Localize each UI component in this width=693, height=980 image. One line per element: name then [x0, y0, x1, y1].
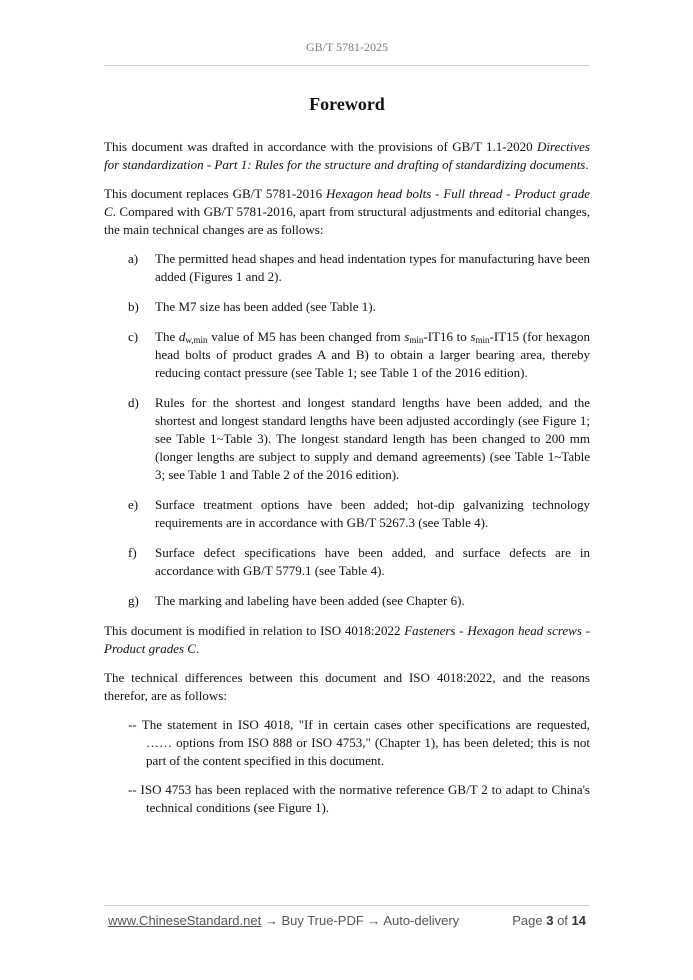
list-text: Surface defect specifications have been added, and surface defects are in accordance with GB/T 5779.1 (see Table 4). — [155, 545, 590, 578]
list-label: b) — [128, 299, 139, 314]
footer-rule — [104, 905, 590, 906]
footer — [108, 913, 586, 928]
paragraph-differences: The technical differences between this document and ISO 4018:2022, and the reasons therefor, are as follows: — [104, 670, 590, 703]
list-item-g — [128, 592, 590, 610]
list-label: f) — [128, 545, 137, 560]
text-run: -IT15 (for hexagon head bolts of product grades A and B) to obtain a larger bearing area, thereby reducing contact pressure (see Table 1; see Table 1 of the 2016 edition). — [155, 329, 590, 380]
symbol-s: s — [470, 329, 476, 344]
text-run: This document was drafted in accordance with the provisions of GB/T 1.1-2020 — [104, 139, 538, 154]
list-item-f — [128, 544, 590, 580]
italic-title: Fasteners - Hexagon head screws - Product grades C — [104, 623, 590, 656]
list-label: a) — [128, 251, 139, 266]
text-run: This document replaces GB/T 5781-2016 — [104, 186, 327, 201]
list-label: e) — [128, 497, 139, 512]
arrow-icon: → — [363, 913, 384, 928]
list-label: d) — [128, 395, 139, 410]
list-item-e — [128, 496, 590, 532]
footer-left — [108, 913, 459, 928]
subscript: w,min — [185, 335, 208, 345]
site-link[interactable]: www.ChineseStandard.net — [108, 913, 262, 928]
list-label: c) — [128, 329, 139, 344]
paragraph-drafting — [104, 138, 590, 174]
list-text: The permitted head shapes and head indentation types for manufacturing have been added (Figures 1 and 2). — [155, 251, 590, 284]
page-title: Foreword — [309, 94, 385, 114]
paragraph-replaces — [104, 185, 590, 239]
page-indicator — [512, 913, 586, 928]
list-text — [155, 328, 590, 382]
header-rule — [104, 65, 590, 66]
list-text: Surface treatment options have been added; hot-dip galvanizing technology requirements are in accordance with GB/T 5267.3 (see Table 4). — [155, 497, 590, 530]
dash-item-1: -- The statement in ISO 4018, "If in certain cases other specifications are requested, …… options from ISO 888 or ISO 4753," (Chapter 1), has been deleted; this is not part of the content specified in this document. — [128, 717, 590, 768]
italic-title: Hexagon head bolts - Full thread - Product grade C — [104, 186, 590, 219]
dash-item-2: -- ISO 4753 has been replaced with the normative reference GB/T 2 to adapt to China's technical conditions (see Figure 1). — [128, 782, 590, 815]
subscript: min — [475, 335, 490, 345]
text-run: . — [585, 157, 589, 172]
text-run: . — [195, 641, 200, 656]
symbol-s: s — [404, 329, 410, 344]
of-word: of — [557, 913, 568, 928]
list-label: g) — [128, 593, 139, 608]
text-run: . Compared with GB/T 5781-2016, apart from structural adjustments and editorial changes, the main technical changes are as follows: — [104, 204, 590, 237]
symbol-d: d — [178, 329, 186, 344]
paragraph-modified — [104, 622, 590, 658]
list-item-b — [128, 298, 590, 316]
list-text: The M7 size has been added (see Table 1). — [155, 299, 376, 314]
italic-title: Directives for standardization - Part 1: Rules for the structure and drafting of standardizing documents — [104, 139, 590, 172]
list-text: The marking and labeling have been added (see Chapter 6). — [155, 593, 465, 608]
list-text: Rules for the shortest and longest standard lengths have been added, and the shortest and longest standard lengths have been adjusted accordingly (see Figure 1; see Table 1~Table 3). The longest standard length has been changed to 200 mm (longer lengths are subject to supply and demand agreements) (see Table 1~Table 3; see Table 1 and Table 2 of the 2016 edition). — [155, 395, 590, 482]
page-number: 3 — [546, 913, 554, 928]
buy-pdf-text: Buy True-PDF — [281, 913, 364, 928]
list-item-d — [128, 394, 590, 484]
running-header: GB/T 5781-2025 — [305, 40, 389, 54]
total-pages: 14 — [571, 913, 586, 928]
text-run: -IT16 to — [423, 329, 471, 344]
text-run: The — [155, 329, 179, 344]
list-item-a — [128, 250, 590, 286]
document-body — [104, 138, 590, 828]
arrow-icon: → — [261, 913, 282, 928]
text-run: This document is modified in relation to ISO 4018:2022 — [104, 623, 405, 638]
text-run: value of M5 has been changed from — [207, 329, 405, 344]
list-item-c — [128, 328, 590, 382]
page-word: Page — [512, 913, 543, 928]
subscript: min — [409, 335, 424, 345]
auto-delivery-text: Auto-delivery — [383, 913, 460, 928]
